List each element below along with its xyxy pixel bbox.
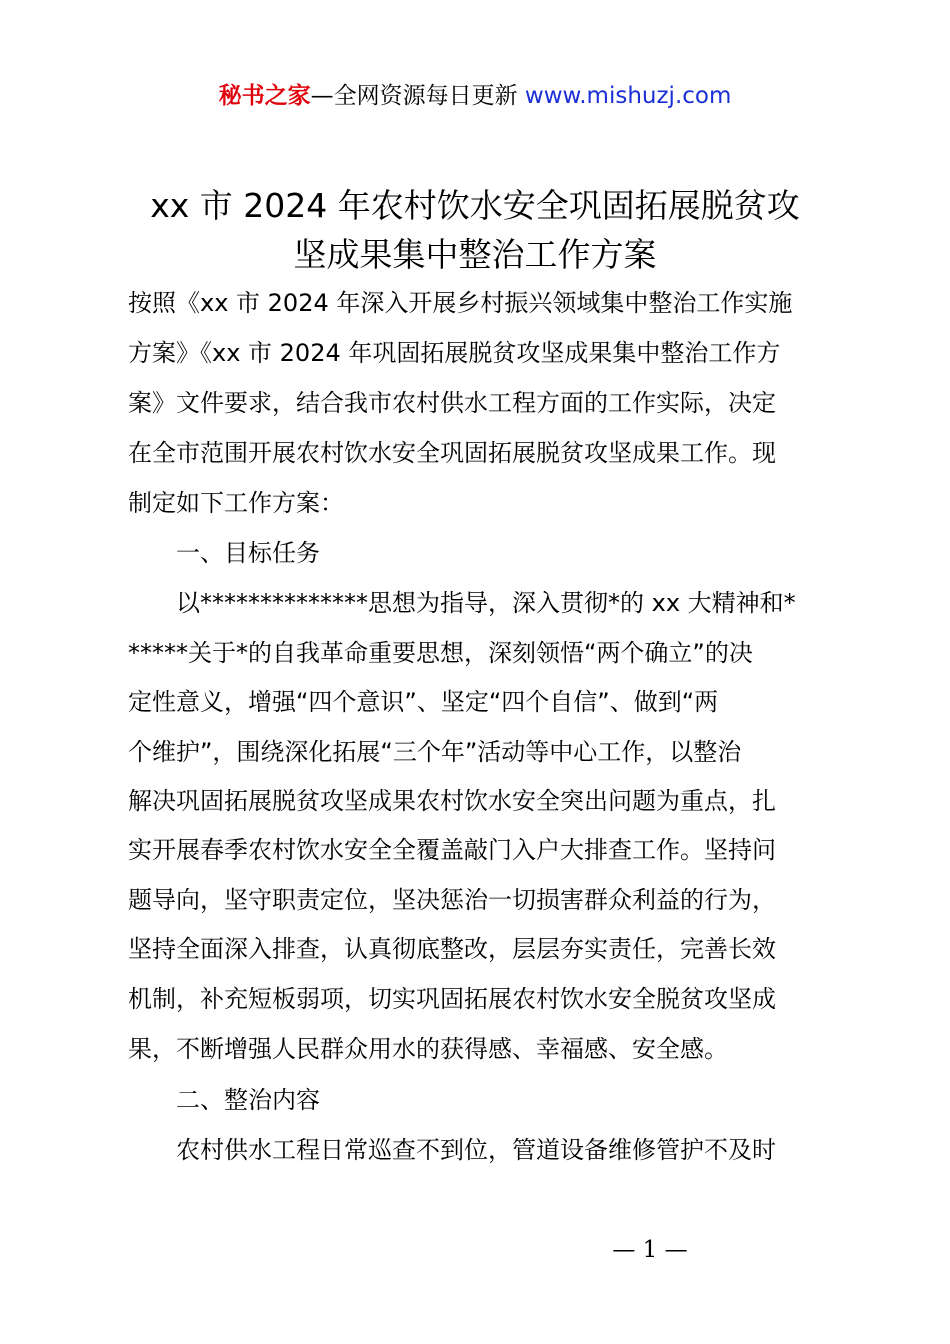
header-brand: 秘书之家 [218,83,311,109]
body-line: 解决巩固拓展脱贫攻坚成果农村饮水安全突出问题为重点，扎 [128,787,776,815]
body-line: *****关于*的自我革命重要思想，深刻领悟“两个确立”的决 [128,639,753,667]
body-line: 农村供水工程日常巡查不到位，管道设备维修管护不及时 [176,1136,776,1164]
body-line: 以**************思想为指导，深入贯彻*的 xx 大精神和* [176,589,796,617]
header-url-link[interactable]: www.mishuzj.com [524,83,732,109]
body-line: 机制，补充短板弱项，切实巩固拓展农村饮水安全脱贫攻坚成 [128,985,776,1013]
site-header [0,80,950,112]
body-line: 实开展春季农村饮水安全全覆盖敲门入户大排查工作。坚持问 [128,836,776,864]
body-line: 案》文件要求，结合我市农村供水工程方面的工作实际，决定 [128,389,776,417]
body-line: 制定如下工作方案： [128,489,344,517]
body-line: 题导向，坚守职责定位，坚决惩治一切损害群众利益的行为， [128,886,776,914]
header-separator: — [310,83,334,109]
body-line: 果，不断增强人民群众用水的获得感、幸福感、安全感。 [128,1035,728,1063]
document-title-line-1: xx 市 2024 年农村饮水安全巩固拓展脱贫攻 [150,186,800,225]
body-line: 个维护”，围绕深化拓展“三个年”活动等中心工作，以整治 [128,738,742,766]
document-title-line-2: 坚成果集中整治工作方案 [293,235,657,274]
section-heading: 二、整治内容 [176,1086,320,1114]
body-line: 按照《xx 市 2024 年深入开展乡村振兴领域集中整治工作实施 [128,289,793,317]
header-tagline: 全网资源每日更新 [333,83,518,109]
body-line: 在全市范围开展农村饮水安全巩固拓展脱贫攻坚成果工作。现 [128,439,776,467]
body-line: 坚持全面深入排查，认真彻底整改，层层夯实责任，完善长效 [128,935,776,963]
body-line: 方案》《xx 市 2024 年巩固拓展脱贫攻坚成果集中整治工作方 [128,339,781,367]
page-number: — 1 — [612,1237,688,1263]
section-heading: 一、目标任务 [176,539,320,567]
body-line: 定性意义，增强“四个意识”、坚定“四个自信”、做到“两 [128,688,719,716]
